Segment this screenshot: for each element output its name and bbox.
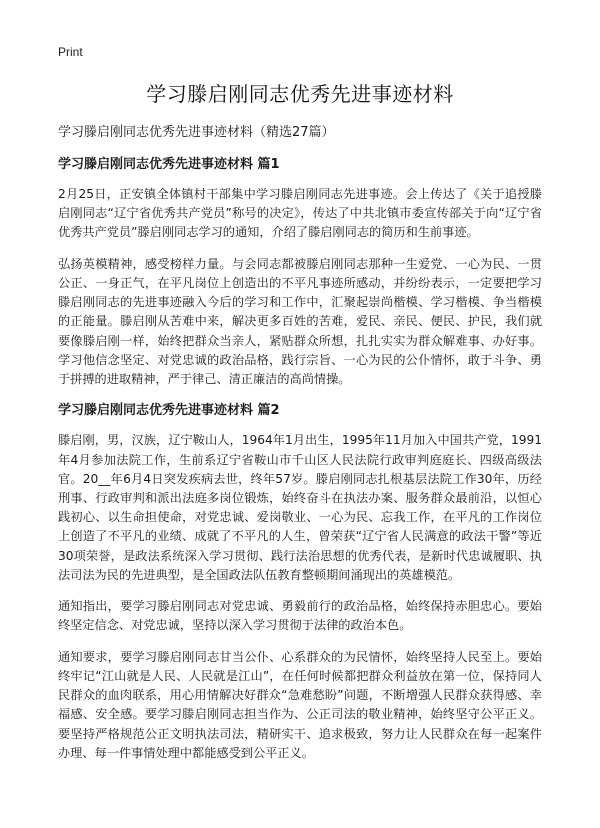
section-1 bbox=[58, 155, 542, 389]
print-link[interactable]: Print bbox=[58, 45, 83, 59]
document-subtitle: 学习滕启刚同志优秀先进事迹材料（精选27篇） bbox=[58, 125, 335, 140]
paragraph: 通知指出，要学习滕启刚同志对党忠诚、勇毅前行的政治品格，始终保持赤胆忠心。要始终坚定信念、对党忠诚，坚持以深入学习贯彻于法律的政治本色。 bbox=[58, 599, 542, 633]
paragraph: 滕启刚，男，汉族，辽宁鞍山人，1964年1月出生，1995年11月加入中国共产党，1991年4月参加法院工作，生前系辽宁省鞍山市千山区人民法院行政审判庭庭长、四级高级法官。20__年6月4日突发疾病去世，终年57岁。滕启刚同志扎根基层法院工作30年，历经刑事、行政审判和派出法庭多岗位锻炼，始终奋斗在执法办案、服务群众最前沿，以恒心践初心、以生命担使命，对党忠诚、爱岗敬业、一心为民、忘我工作，在平凡的工作岗位上创造了不平凡的业绩、成就了不平凡的人生，曾荣获“辽宁省人民满意的政法干警”等近30项荣誉，是政法系统深入学习贯彻、践行法治思想的优秀代表，是新时代忠诚履职、执法司法为民的先进典型，是全国政法队伍教育整顿期间涌现出的英雄模范。 bbox=[58, 433, 542, 582]
section-heading: 学习滕启刚同志优秀先进事迹材料 篇1 bbox=[58, 157, 280, 172]
paragraph: 通知要求，要学习滕启刚同志甘当公仆、心系群众的为民情怀，始终坚持人民至上。要始终牢记“江山就是人民、人民就是江山”，在任何时候都把群众利益放在第一位，保持同人民群众的血肉联系，用心用情解决好群众“急难愁盼”问题，不断增强人民群众获得感、幸福感、安全感。要学习滕启刚同志担当作为、公正司法的敬业精神，始终坚守公平正义。要坚持严格规范公正文明执法司法，精研实干、追求极致，努力让人民群众在每一起案件办理、每一件事情处理中都能感受到公平正义。 bbox=[58, 649, 542, 760]
section-heading: 学习滕启刚同志优秀先进事迹材料 篇2 bbox=[58, 403, 280, 419]
document-title: 学习滕启刚同志优秀先进事迹材料 bbox=[146, 82, 454, 106]
paragraph: 弘扬英模精神，感受榜样力量。与会同志都被滕启刚同志那种一生爱党、一心为民、一贯公正、一身正气，在平凡岗位上创造出的不平凡事迹所感动，并纷纷表示，一定要把学习滕启刚同志的先进事迹融入今后的学习和工作中，汇聚起崇尚楷模、学习楷模、争当楷模的正能量。滕启刚从苦难中来，解决更多百姓的苦难，爱民、亲民、便民、护民，我们就要像滕启刚一样，始终把群众当亲人，紧贴群众所想，扎扎实实为群众解难事、办好事。学习他信念坚定、对党忠诚的政治品格，践行宗旨、一心为民的公仆情怀，敢于斗争、勇于拼搏的进取精神，严于律己、清正廉洁的高尚情操。 bbox=[58, 256, 542, 387]
paragraph: 2月25日，正安镇全体镇村干部集中学习滕启刚同志先进事迹。会上传达了《关于追授滕启刚同志“辽宁省优秀共产党员”称号的决定》，传达了中共北镇市委宣传部关于向“辽宁省优秀共产党员”滕启刚同志学习的通知，介绍了滕启刚同志的简历和生前事迹。 bbox=[58, 187, 542, 240]
section-2 bbox=[58, 401, 542, 763]
